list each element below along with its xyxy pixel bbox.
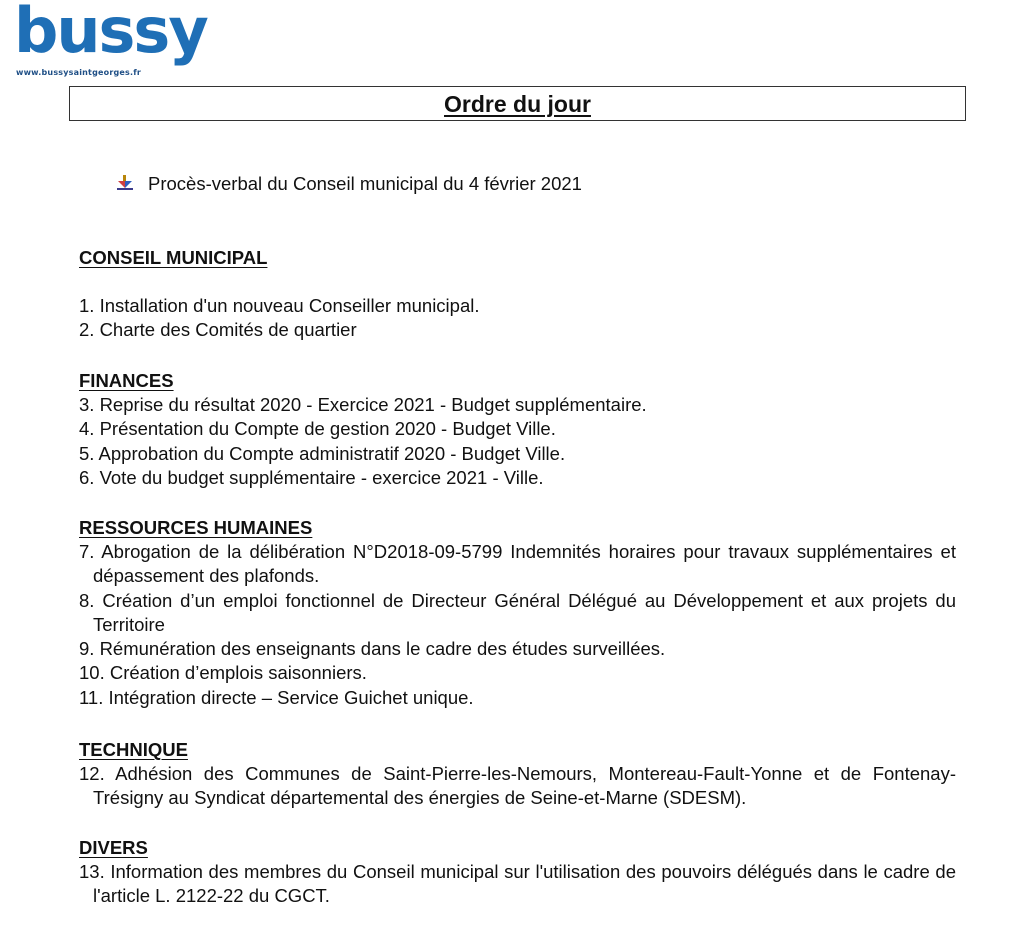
section-heading: FINANCES: [79, 370, 174, 391]
down-arrow-icon: [116, 175, 134, 191]
agenda-item: 10. Création d’emplois saisonniers.: [79, 662, 367, 684]
agenda-item: 7. Abrogation de la délibération N°D2018-09-5799 Indemnités horaires pour travaux supplémentaires et dépassement des plafonds.: [79, 541, 956, 587]
section-ressources-humaines: [79, 516, 956, 710]
agenda-item: 1. Installation d'un nouveau Conseiller municipal.: [79, 295, 480, 316]
title-box: [69, 86, 966, 121]
agenda-item: 9. Rémunération des enseignants dans le cadre des études surveillées.: [79, 638, 666, 660]
agenda-item: 13. Information des membres du Conseil municipal sur l'utilisation des pouvoirs délégués dans le cadre de l'article L. 2122-22 du CGCT.: [79, 861, 956, 907]
section-heading: DIVERS: [79, 837, 148, 858]
section-heading: CONSEIL MUNICIPAL: [79, 247, 268, 268]
section-finances: [79, 369, 959, 490]
agenda-item: 5. Approbation du Compte administratif 2020 - Budget Ville.: [79, 442, 566, 464]
section-heading: RESSOURCES HUMAINES: [79, 517, 313, 538]
section-divers: [79, 836, 956, 909]
agenda-item: 2. Charte des Comités de quartier: [79, 319, 357, 341]
preamble-item: [116, 173, 582, 195]
page-title: Ordre du jour: [444, 91, 591, 117]
agenda-item: 3. Reprise du résultat 2020 - Exercice 2021 - Budget supplémentaire.: [79, 394, 647, 415]
logo-url: www.bussysaintgeorges.fr: [16, 68, 142, 77]
preamble-text: Procès-verbal du Conseil municipal du 4 février 2021: [148, 173, 582, 194]
agenda-item: 11. Intégration directe – Service Guichet unique.: [79, 686, 474, 708]
agenda-item: 12. Adhésion des Communes de Saint-Pierre-les-Nemours, Montereau-Fault-Yonne et de Fontenay-Trésigny au Syndicat départemental des énergies de Seine-et-Marne (SDESM).: [79, 763, 956, 809]
section-technique: [79, 738, 956, 811]
agenda-item: 6. Vote du budget supplémentaire - exercice 2021 - Ville.: [79, 466, 544, 488]
agenda-item: 8. Création d’un emploi fonctionnel de Directeur Général Délégué au Développement et aux projets du Territoire: [79, 589, 956, 635]
agenda-item: 4. Présentation du Compte de gestion 2020 - Budget Ville.: [79, 418, 556, 440]
section-heading: TECHNIQUE: [79, 739, 188, 760]
bussy-logo: [14, 0, 207, 82]
logo-wordmark: bussy: [14, 0, 207, 67]
section-conseil-municipal: [79, 246, 959, 343]
